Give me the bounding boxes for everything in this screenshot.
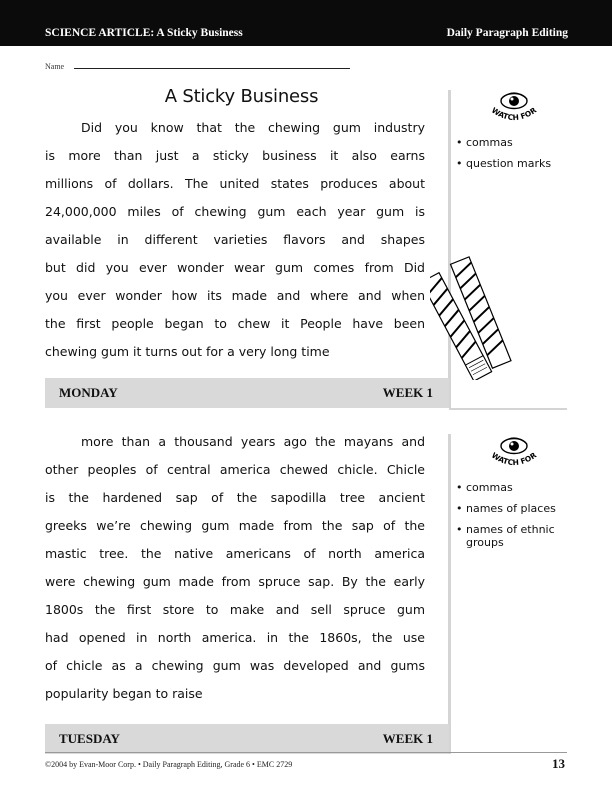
paragraph-line: chewing gum it turns out for a very long time (45, 344, 330, 359)
paragraph-line: 24,000,000 miles of chewing gum each year gum is (45, 204, 425, 219)
list-item: • question marks (456, 157, 552, 170)
paragraph-line: millions of dollars. The united states produces about (45, 176, 425, 191)
chewing-gum-sticks-illustration (430, 255, 520, 380)
name-field-line[interactable] (74, 68, 350, 69)
list-item: • names of places (456, 502, 556, 515)
day-label: MONDAY (59, 385, 118, 400)
tuesday-watch-list (456, 481, 566, 557)
paragraph-line: were chewing gum made from spruce sap. By the early (45, 574, 425, 589)
paragraph-line: other peoples of central america chewed chicle. Chicle (45, 462, 425, 477)
monday-watch-list (456, 136, 566, 178)
monday-day-bar (45, 378, 449, 408)
paragraph-line: popularity began to raise (45, 686, 203, 701)
paragraph-line: of chicle as a chewing gum was developed and gums (45, 658, 425, 673)
paragraph-line: Did you know that the chewing gum industry (81, 120, 425, 135)
paragraph-line: 1800s the first store to make and sell spruce gum (45, 602, 425, 617)
footer-rule (45, 752, 567, 753)
watch-for-label: WATCH FOR (489, 450, 539, 468)
paragraph-line: mastic tree. the native americans of north america (45, 546, 425, 561)
tuesday-day-bar (45, 724, 449, 754)
page-title: A Sticky Business (164, 86, 319, 107)
paragraph-line: is the hardened sap of the sapodilla tree ancient (45, 490, 425, 505)
paragraph-line: the first people began to chew it People have been (45, 316, 425, 331)
paragraph-line: had opened in north america. in the 1860s, the use (45, 630, 425, 645)
watch-for-eye-icon (484, 435, 544, 471)
watch-for-label: WATCH FOR (489, 105, 539, 123)
list-item: • commas (456, 481, 513, 494)
list-item: • names of ethnic groups (456, 523, 555, 549)
name-label: Name (45, 62, 65, 71)
day-label: TUESDAY (59, 731, 120, 746)
paragraph-line: available in different varieties flavors and shapes (45, 232, 425, 247)
paragraph-line: is more than just a sticky business it also earns (45, 148, 425, 163)
week-label: WEEK 1 (382, 385, 433, 400)
page-number: 13 (552, 756, 565, 771)
copyright-footer: ©2004 by Evan-Moor Corp. • Daily Paragraph Editing, Grade 6 • EMC 2729 (45, 760, 293, 769)
article-label: SCIENCE ARTICLE: A Sticky Business (45, 27, 243, 39)
paragraph-line: more than a thousand years ago the mayans and (81, 434, 425, 449)
sidebar-divider (448, 434, 451, 754)
list-item: • commas (456, 136, 513, 149)
paragraph-line: greeks we’re chewing gum made from the sap of the (45, 518, 425, 533)
page-header (0, 0, 612, 46)
paragraph-line: but did you ever wonder wear gum comes from Did (45, 260, 425, 275)
paragraph-line: you ever wonder how its made and where and when (45, 288, 425, 303)
monday-paragraph (45, 114, 425, 366)
tuesday-paragraph (45, 428, 425, 708)
watch-for-eye-icon (484, 90, 544, 126)
week-label: WEEK 1 (382, 731, 433, 746)
book-title: Daily Paragraph Editing (446, 27, 568, 39)
section-separator (449, 408, 567, 410)
